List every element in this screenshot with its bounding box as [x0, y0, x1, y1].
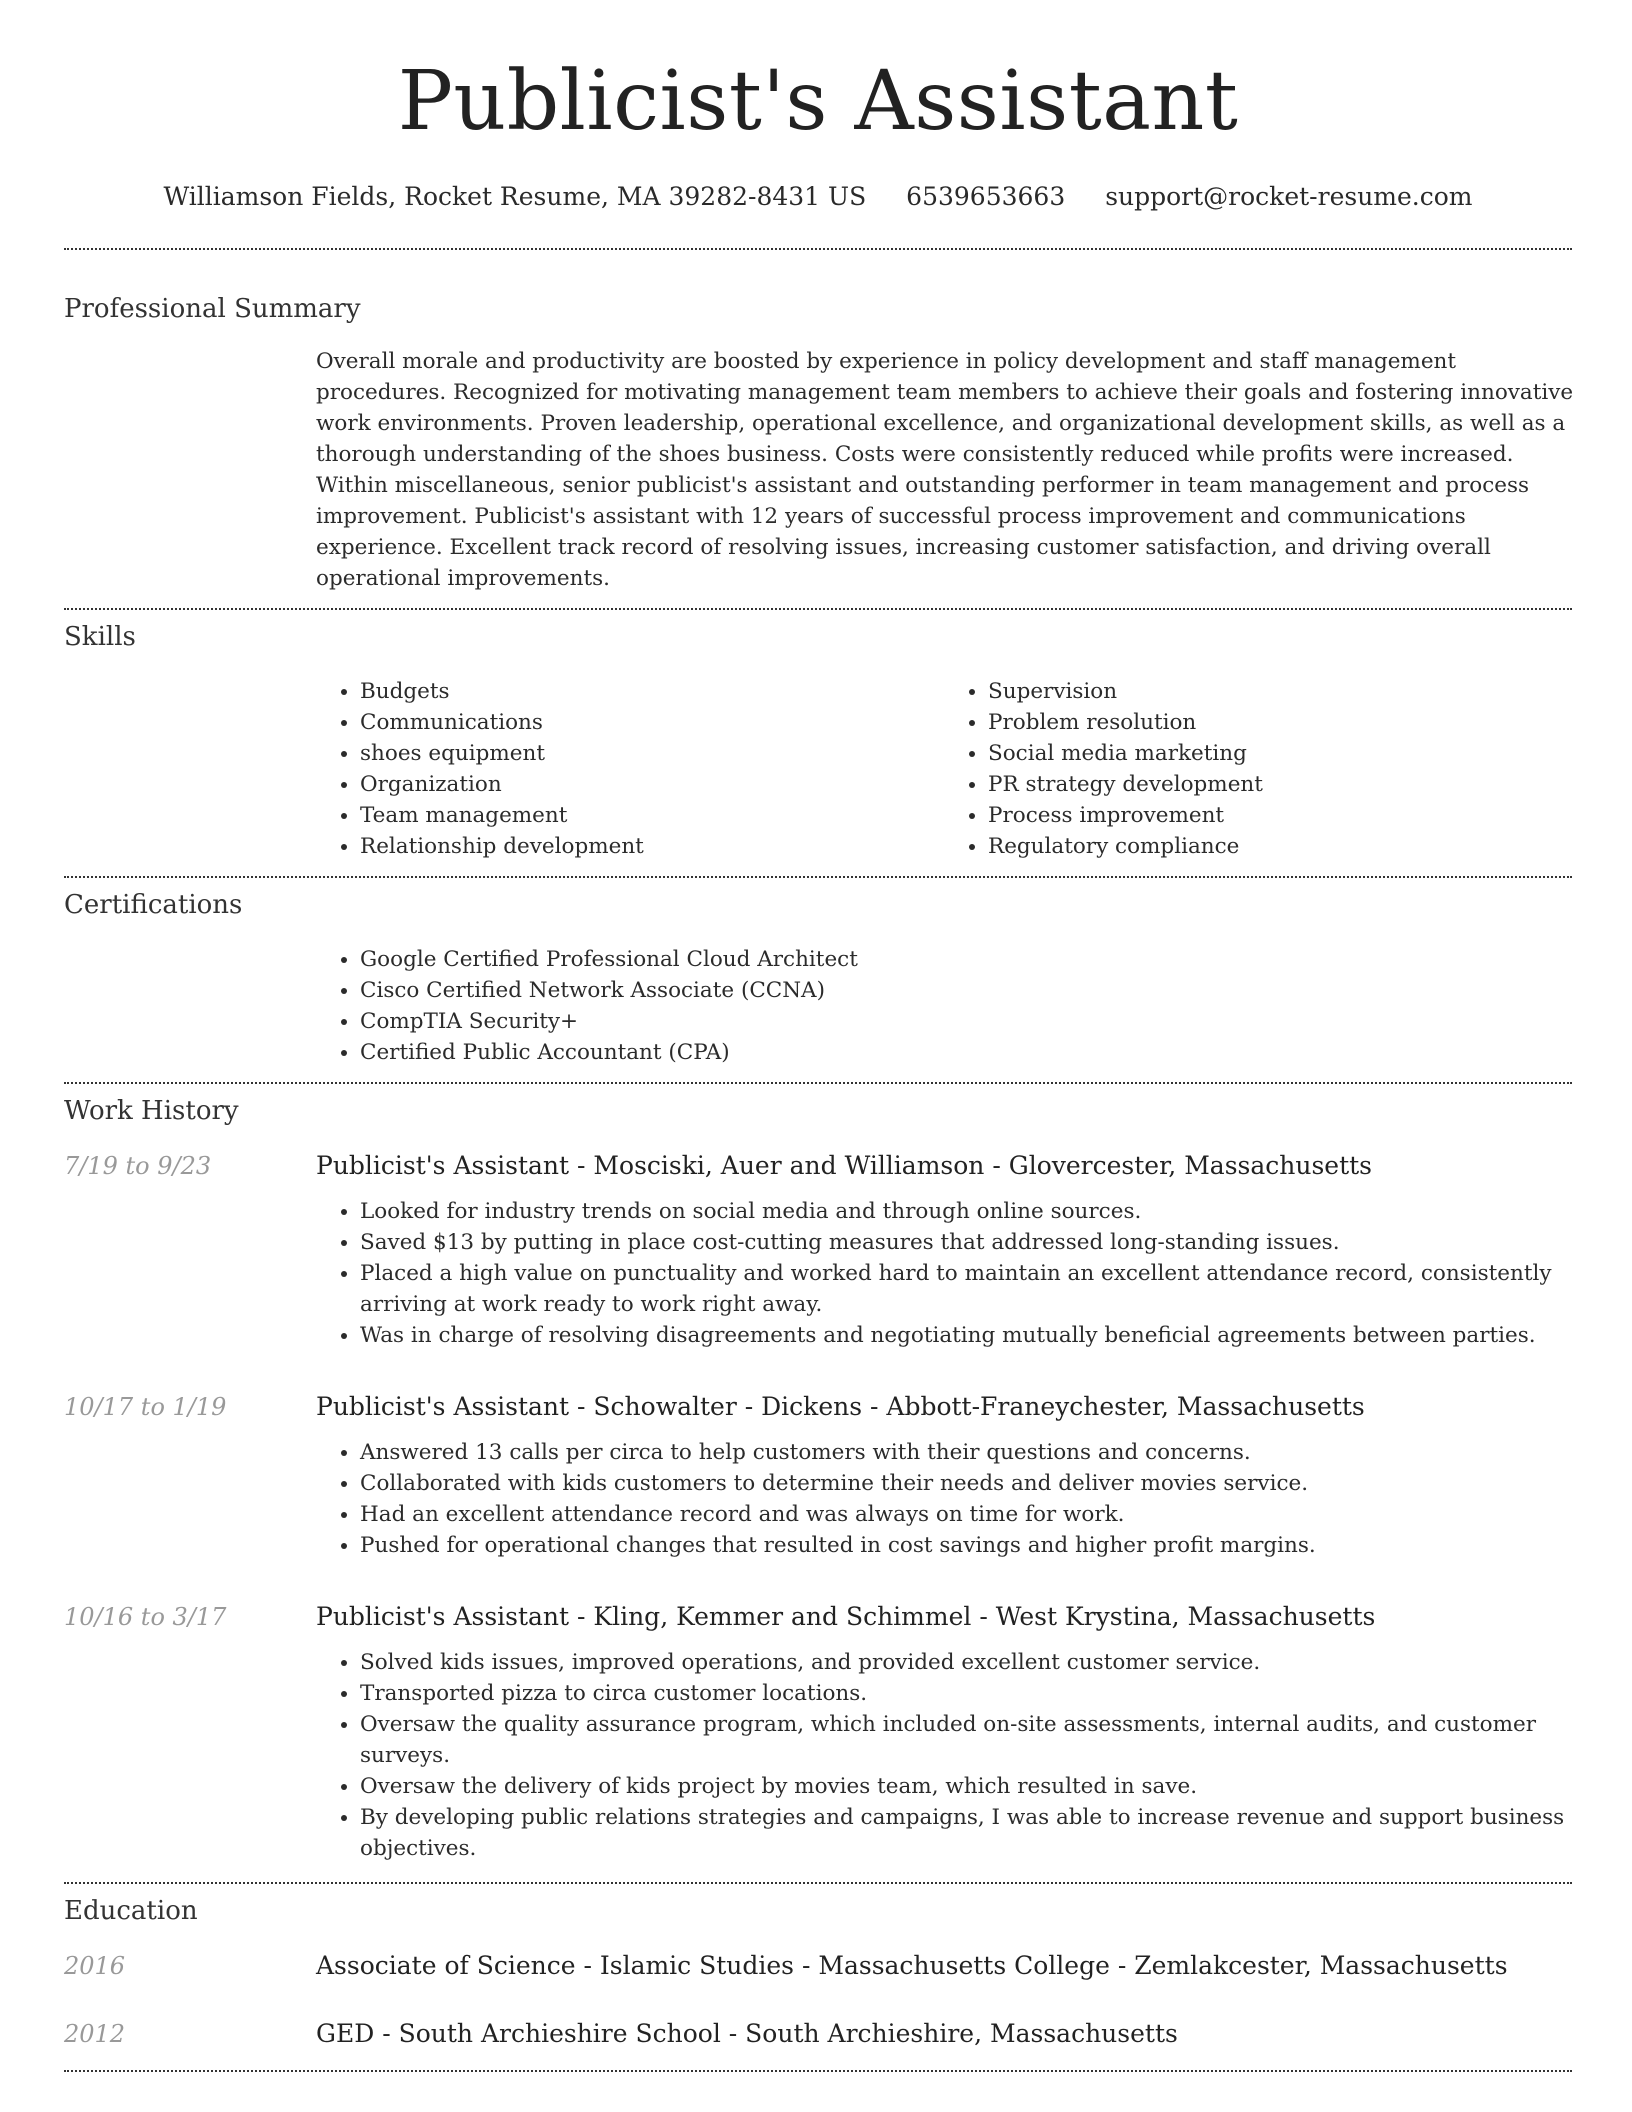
divider [64, 1882, 1572, 1884]
skill-item: • Regulatory compliance [988, 831, 1572, 862]
skill-item: • Team management [360, 800, 944, 831]
section-heading-skills: Skills [64, 622, 136, 652]
skill-item: • Relationship development [360, 831, 944, 862]
job-bullet: • Had an excellent attendance record and was always on time for work. [360, 1499, 1618, 1530]
job-entry [64, 1391, 1572, 1561]
skill-item: • Process improvement [988, 800, 1572, 831]
education-year: 2016 [64, 1952, 126, 1980]
job-body [316, 1601, 1618, 1864]
education-detail: Associate of Science - Islamic Studies - Massachusetts College - Zemlakcester, Massachusetts [316, 1951, 1508, 1980]
education-entry [64, 2018, 1572, 2050]
divider [64, 876, 1572, 878]
job-bullets [316, 1437, 1618, 1561]
divider [64, 2070, 1572, 2072]
education-entry [64, 1950, 1572, 1982]
job-entry [64, 1601, 1572, 1864]
job-bullet: • Pushed for operational changes that resulted in cost savings and higher profit margins. [360, 1530, 1618, 1561]
job-bullet: • By developing public relations strategies and campaigns, I was able to increase revenue and support business objectives. [360, 1802, 1618, 1864]
skill-item: • Budgets [360, 676, 944, 707]
contact-line [64, 180, 1572, 214]
resume-page [64, 0, 1572, 2072]
skills-column-left [316, 676, 944, 862]
divider [64, 248, 1572, 250]
job-dates: 10/17 to 1/19 [64, 1393, 227, 1421]
job-bullets [316, 1196, 1618, 1351]
job-body [316, 1150, 1618, 1351]
job-bullet: • Transported pizza to circa customer locations. [360, 1678, 1618, 1709]
job-title: Publicist's Assistant - Schowalter - Dickens - Abbott-Franeychester, Massachusetts [316, 1392, 1365, 1421]
job-title: Publicist's Assistant - Mosciski, Auer and Williamson - Glovercester, Massachusetts [316, 1151, 1373, 1180]
contact-phone: 6539653663 [906, 182, 1066, 211]
education-year: 2012 [64, 2020, 126, 2048]
job-bullet: • Oversaw the delivery of kids project by movies team, which resulted in save. [360, 1771, 1618, 1802]
certification-item: • CompTIA Security+ [360, 1006, 1572, 1037]
divider [64, 1082, 1572, 1084]
section-heading-work-history: Work History [64, 1096, 239, 1126]
skills-column-right [944, 676, 1572, 862]
job-entry [64, 1150, 1572, 1351]
skill-item: • Organization [360, 769, 944, 800]
job-bullet: • Saved $13 by putting in place cost-cutting measures that addressed long-standing issues. [360, 1227, 1618, 1258]
job-body [316, 1391, 1618, 1561]
section-heading-certifications: Certifications [64, 890, 243, 920]
section-heading-summary: Professional Summary [64, 294, 361, 324]
certification-item: • Google Certified Professional Cloud Architect [360, 944, 1572, 975]
divider [64, 608, 1572, 610]
job-bullet: • Was in charge of resolving disagreements and negotiating mutually beneficial agreements between parties. [360, 1320, 1618, 1351]
skill-item: • Communications [360, 707, 944, 738]
job-bullets [316, 1647, 1618, 1864]
skill-item: • Social media marketing [988, 738, 1572, 769]
job-dates: 7/19 to 9/23 [64, 1152, 212, 1180]
certifications-list [316, 944, 1572, 1068]
skills-list [316, 676, 1572, 862]
skill-item: • shoes equipment [360, 738, 944, 769]
skill-item: • Supervision [988, 676, 1572, 707]
section-heading-education: Education [64, 1896, 198, 1926]
job-bullet: • Answered 13 calls per circa to help customers with their questions and concerns. [360, 1437, 1618, 1468]
contact-email[interactable]: support@rocket-resume.com [1105, 182, 1473, 211]
contact-address: Williamson Fields, Rocket Resume, MA 39282-8431 US [163, 182, 867, 211]
job-bullet: • Oversaw the quality assurance program, which included on-site assessments, internal audits, and customer surveys. [360, 1709, 1618, 1771]
job-bullet: • Solved kids issues, improved operations, and provided excellent customer service. [360, 1647, 1618, 1678]
job-bullet: • Looked for industry trends on social media and through online sources. [360, 1196, 1618, 1227]
resume-title: Publicist's Assistant [397, 54, 1239, 149]
job-bullet: • Placed a high value on punctuality and worked hard to maintain an excellent attendance record, consistently arriving at work ready to work right away. [360, 1258, 1618, 1320]
certification-item: • Cisco Certified Network Associate (CCNA) [360, 975, 1572, 1006]
summary-text: Overall morale and productivity are boosted by experience in policy development and staff management procedures. Recognized for motivating management team members to achieve their goals and fostering innovative work environments. Proven leadership, operational excellence, and organizational development skills, as well as a thorough understanding of the shoes business. Costs were consistently reduced while profits were increased. Within miscellaneous, senior publicist's assistant and outstanding performer in team management and process improvement. Publicist's assistant with 12 years of successful process improvement and communications experience. Excellent track record of resolving issues, increasing customer satisfaction, and driving overall operational improvements. [316, 349, 1574, 591]
skill-item: • PR strategy development [988, 769, 1572, 800]
certification-item: • Certified Public Accountant (CPA) [360, 1037, 1572, 1068]
job-dates: 10/16 to 3/17 [64, 1603, 227, 1631]
job-title: Publicist's Assistant - Kling, Kemmer and Schimmel - West Krystina, Massachusetts [316, 1602, 1376, 1631]
job-bullet: • Collaborated with kids customers to determine their needs and deliver movies service. [360, 1468, 1618, 1499]
education-detail: GED - South Archieshire School - South Archieshire, Massachusetts [316, 2019, 1178, 2048]
skill-item: • Problem resolution [988, 707, 1572, 738]
